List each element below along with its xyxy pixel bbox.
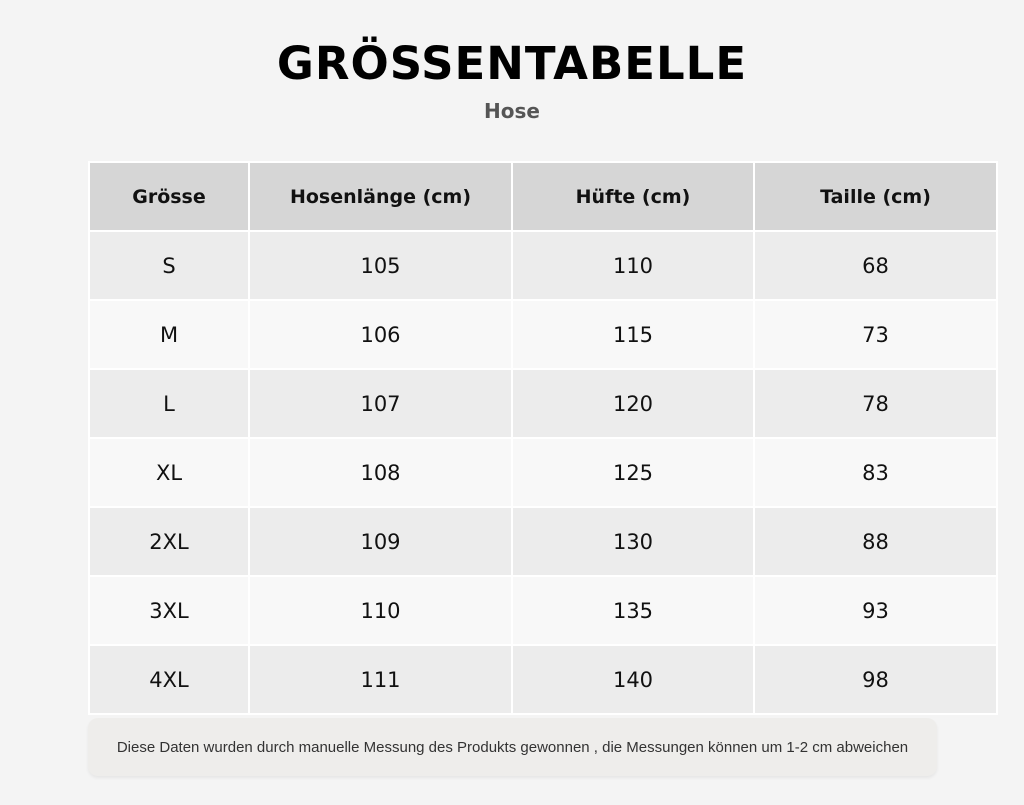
table-row — [89, 300, 997, 369]
cell-length: 106 — [249, 300, 512, 369]
cell-hip: 125 — [512, 438, 754, 507]
size-table — [88, 161, 998, 715]
measurement-note-text: Diese Daten wurden durch manuelle Messung des Produkts gewonnen , die Messungen können um 1-2 cm abweichen — [116, 738, 909, 756]
column-header-hip: Hüfte (cm) — [512, 162, 754, 231]
column-header-waist: Taille (cm) — [754, 162, 997, 231]
cell-length: 105 — [249, 231, 512, 300]
table-row — [89, 507, 997, 576]
cell-size: L — [89, 369, 249, 438]
table-header-row — [89, 162, 997, 231]
cell-hip: 115 — [512, 300, 754, 369]
cell-hip: 135 — [512, 576, 754, 645]
cell-hip: 140 — [512, 645, 754, 714]
cell-length: 109 — [249, 507, 512, 576]
table-row — [89, 645, 997, 714]
cell-waist: 73 — [754, 300, 997, 369]
cell-hip: 130 — [512, 507, 754, 576]
page-subtitle: Hose — [484, 99, 540, 123]
cell-length: 111 — [249, 645, 512, 714]
cell-size: XL — [89, 438, 249, 507]
cell-hip: 120 — [512, 369, 754, 438]
page-title: GRÖSSENTABELLE — [276, 37, 748, 90]
table-row — [89, 369, 997, 438]
measurement-note — [88, 718, 937, 776]
cell-waist: 98 — [754, 645, 997, 714]
cell-hip: 110 — [512, 231, 754, 300]
column-header-length: Hosenlänge (cm) — [249, 162, 512, 231]
cell-size: 4XL — [89, 645, 249, 714]
cell-length: 110 — [249, 576, 512, 645]
table-row — [89, 438, 997, 507]
cell-waist: 88 — [754, 507, 997, 576]
cell-waist: 78 — [754, 369, 997, 438]
cell-waist: 93 — [754, 576, 997, 645]
cell-size: 3XL — [89, 576, 249, 645]
cell-size: S — [89, 231, 249, 300]
cell-size: 2XL — [89, 507, 249, 576]
cell-size: M — [89, 300, 249, 369]
column-header-size: Grösse — [89, 162, 249, 231]
cell-waist: 68 — [754, 231, 997, 300]
cell-length: 108 — [249, 438, 512, 507]
table-row — [89, 231, 997, 300]
cell-length: 107 — [249, 369, 512, 438]
table-row — [89, 576, 997, 645]
cell-waist: 83 — [754, 438, 997, 507]
